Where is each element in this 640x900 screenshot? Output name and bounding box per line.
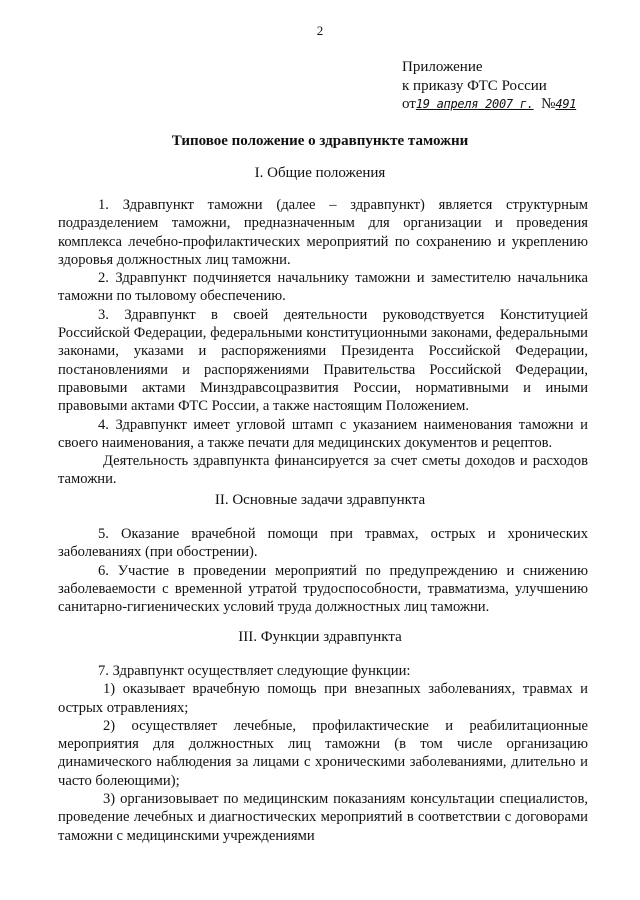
paragraph-financing: Деятельность здравпункта финансируется за счет сметы доходов и расходов таможни.: [58, 453, 588, 488]
appendix-title: Приложение: [402, 59, 483, 75]
paragraph-3: 3. Здравпункт в своей деятельности руководствуется Конституцией Российской Федерации, федеральными конституционными законами, федеральными законами, указами и распоряжениями Президента Российской Федерации, постановлениями и распоряжениями Правительства Российской Федерации, правовыми актами Минздравсоцразвития России, нормативными и иными правовыми актами ФТС России, а также настоящим Положением.: [58, 306, 588, 415]
appendix-order-ref: к приказу ФТС России: [402, 77, 547, 94]
handwritten-date: 19 апреля 2007 г.: [415, 97, 534, 111]
date-prefix: от: [402, 96, 416, 112]
paragraph-6: 6. Участие в проведении мероприятий по предупреждению и снижению заболеваемости с временной утратой трудоспособности, травматизма, улучшению санитарно-гигиенических условий труда должностных лиц таможни.: [58, 562, 588, 616]
appendix-block: [402, 58, 576, 114]
section-heading-tasks: II. Основные задачи здравпункта: [214, 492, 426, 508]
section-general-body: [58, 196, 588, 489]
handwritten-number: 491: [555, 97, 577, 111]
section-functions-body: [58, 662, 588, 845]
number-prefix: №: [541, 96, 556, 112]
document-title: Типовое положение о здравпункте таможни: [171, 133, 469, 149]
section-heading-functions: III. Функции здравпункта: [238, 629, 402, 645]
function-item-1: 1) оказывает врачебную помощь при внезапных заболеваниях, травмах и острых отравлениях;: [58, 681, 588, 716]
paragraph-4: 4. Здравпункт имеет угловой штамп с указанием наименования таможни и своего наименования, а также печати для медицинских документов и рецептов.: [58, 416, 588, 451]
paragraph-7: 7. Здравпункт осуществляет следующие функции:: [98, 663, 411, 679]
paragraph-1: 1. Здравпункт таможни (далее – здравпункт) является структурным подразделением таможни, предназначенным для организации и проведения комплекса лечебно-профилактических мероприятий по сохранению и укреплению здоровья должностных лиц таможни.: [58, 197, 588, 268]
function-item-2: 2) осуществляет лечебные, профилактические и реабилитационные мероприятия для должностных лиц таможни (в том числе организацию динамического наблюдения за лицами с хроническими заболеваниями, длительно и часто болеющими);: [58, 717, 588, 789]
section-heading-general: I. Общие положения: [254, 165, 386, 181]
section-tasks-body: [58, 525, 588, 616]
paragraph-5: 5. Оказание врачебной помощи при травмах, острых и хронических заболеваниях (при обострении).: [58, 526, 588, 561]
page-number: 2: [316, 23, 324, 38]
paragraph-2: 2. Здравпункт подчиняется начальнику таможни и заместителю начальника таможни по тыловому обеспечению.: [58, 270, 588, 305]
appendix-date-line: [402, 95, 576, 114]
function-item-3: 3) организовывает по медицинским показаниям консультации специалистов, проведение лечебных и диагностических мероприятий в соответствии с договорами таможни с медицинскими учреждениями: [58, 791, 588, 844]
